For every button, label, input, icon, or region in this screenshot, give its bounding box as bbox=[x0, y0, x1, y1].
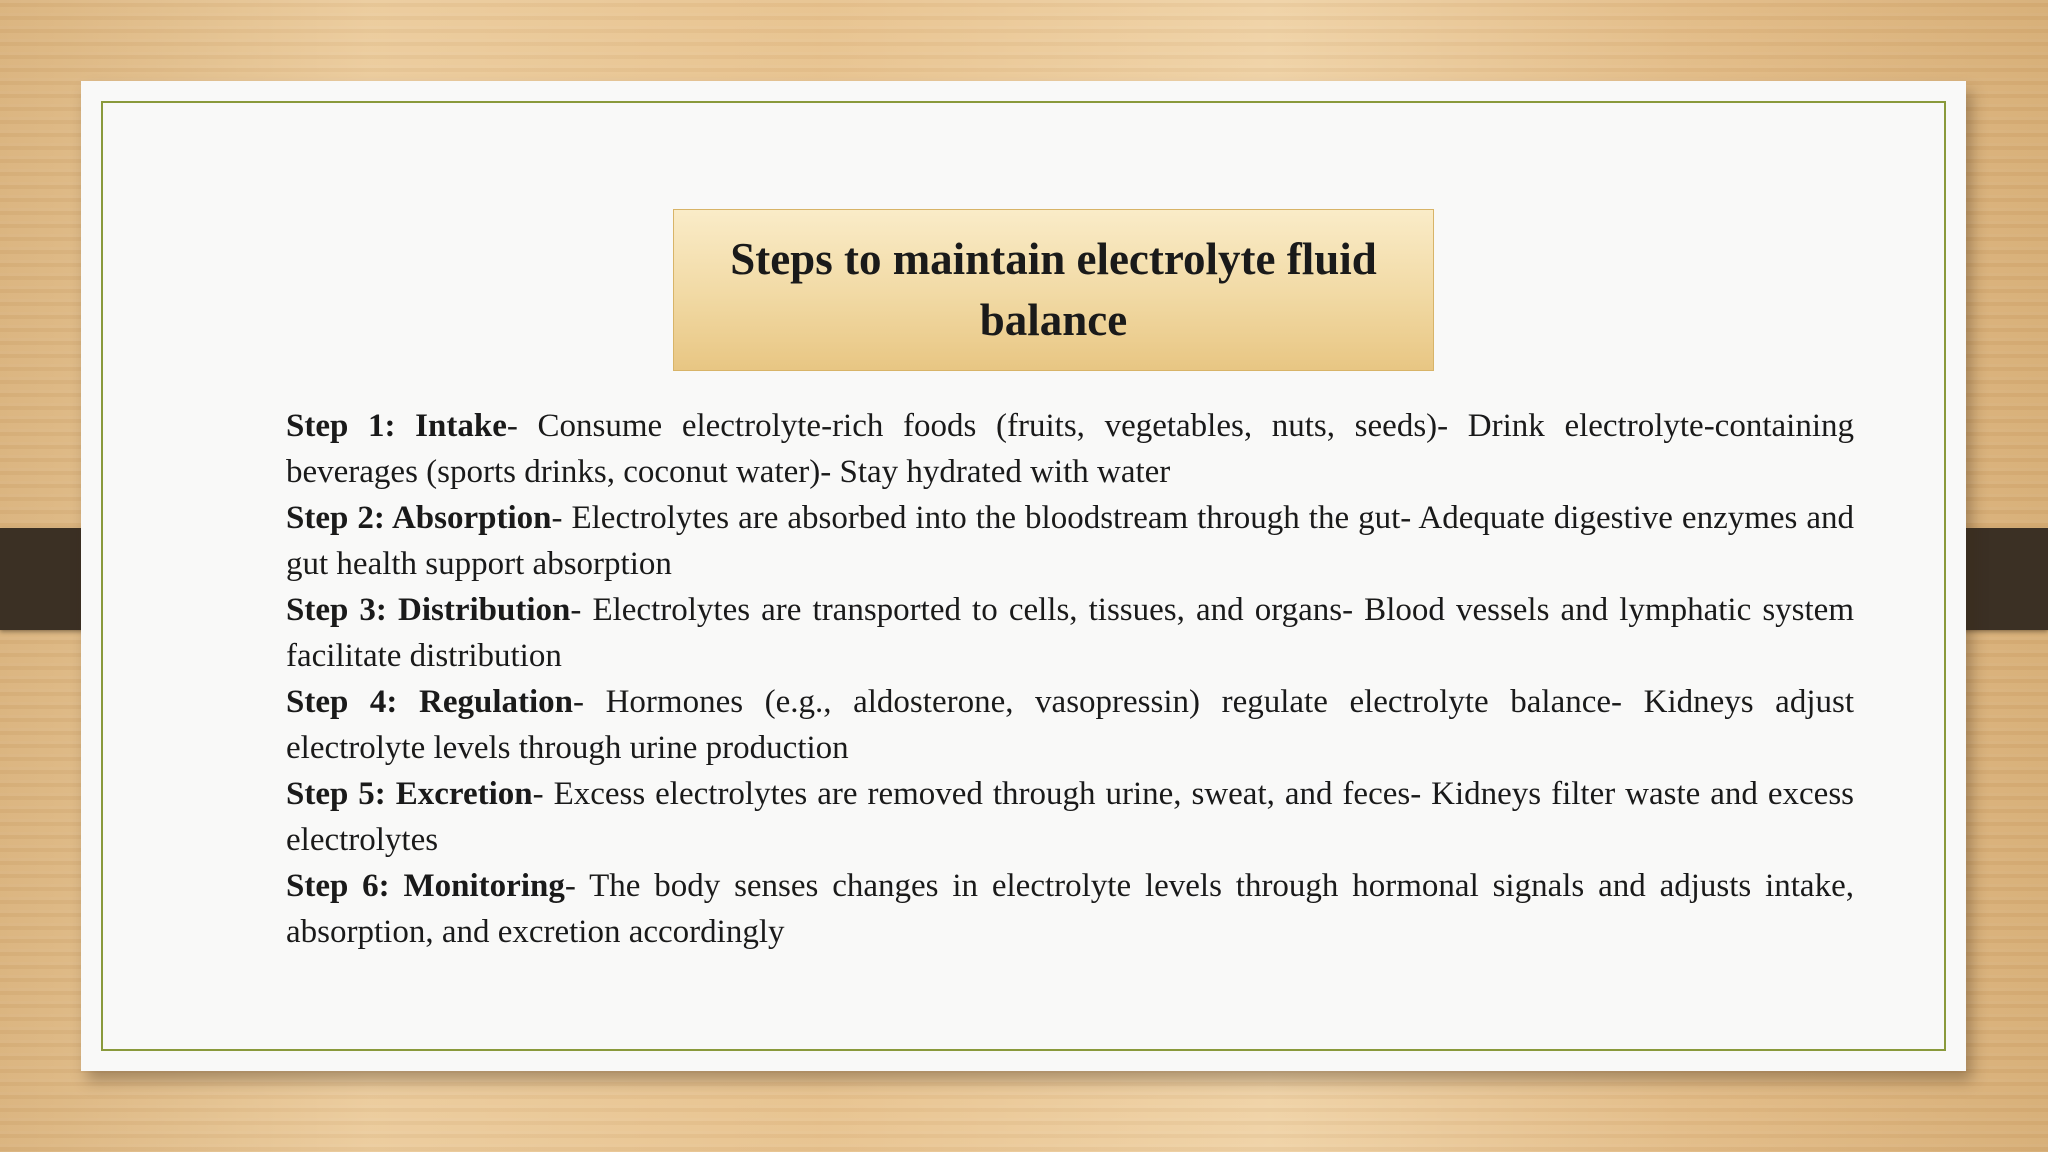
step-label: Step 3: Distribution bbox=[286, 592, 571, 628]
step-label: Step 4: Regulation bbox=[286, 684, 574, 720]
step-label: Step 1: Intake bbox=[286, 408, 507, 444]
step-text: - Consume electrolyte-rich foods (fruits, vegetables, nuts, seeds)- Drink electrolyte-containing beverages (sports drinks, coconut water)- Stay hydrated with water bbox=[286, 408, 1854, 490]
step-item bbox=[286, 771, 1854, 863]
step-item bbox=[286, 495, 1854, 587]
steps-list bbox=[286, 403, 1854, 955]
step-text: - The body senses changes in electrolyte levels through hormonal signals and adjusts intake, absorption, and excretion accordingly bbox=[286, 868, 1854, 950]
step-item bbox=[286, 403, 1854, 495]
slide-card bbox=[81, 81, 1966, 1071]
step-item bbox=[286, 863, 1854, 955]
title-box bbox=[673, 209, 1434, 371]
step-text: - Electrolytes are transported to cells, tissues, and organs- Blood vessels and lymphatic system facilitate distribution bbox=[286, 592, 1854, 674]
step-item bbox=[286, 587, 1854, 679]
step-text: - Hormones (e.g., aldosterone, vasopressin) regulate electrolyte balance- Kidneys adjust electrolyte levels through urine production bbox=[286, 684, 1855, 766]
step-item bbox=[286, 679, 1854, 771]
step-text: - Excess electrolytes are removed through urine, sweat, and feces- Kidneys filter waste and excess electrolytes bbox=[286, 776, 1854, 858]
step-label: Step 2: Absorption bbox=[286, 500, 552, 536]
step-label: Step 6: Monitoring bbox=[286, 868, 565, 904]
slide-title: Steps to maintain electrolyte fluid balance bbox=[730, 234, 1377, 345]
step-text: - Electrolytes are absorbed into the bloodstream through the gut- Adequate digestive enzymes and gut health support absorption bbox=[286, 500, 1854, 582]
step-label: Step 5: Excretion bbox=[286, 776, 533, 812]
